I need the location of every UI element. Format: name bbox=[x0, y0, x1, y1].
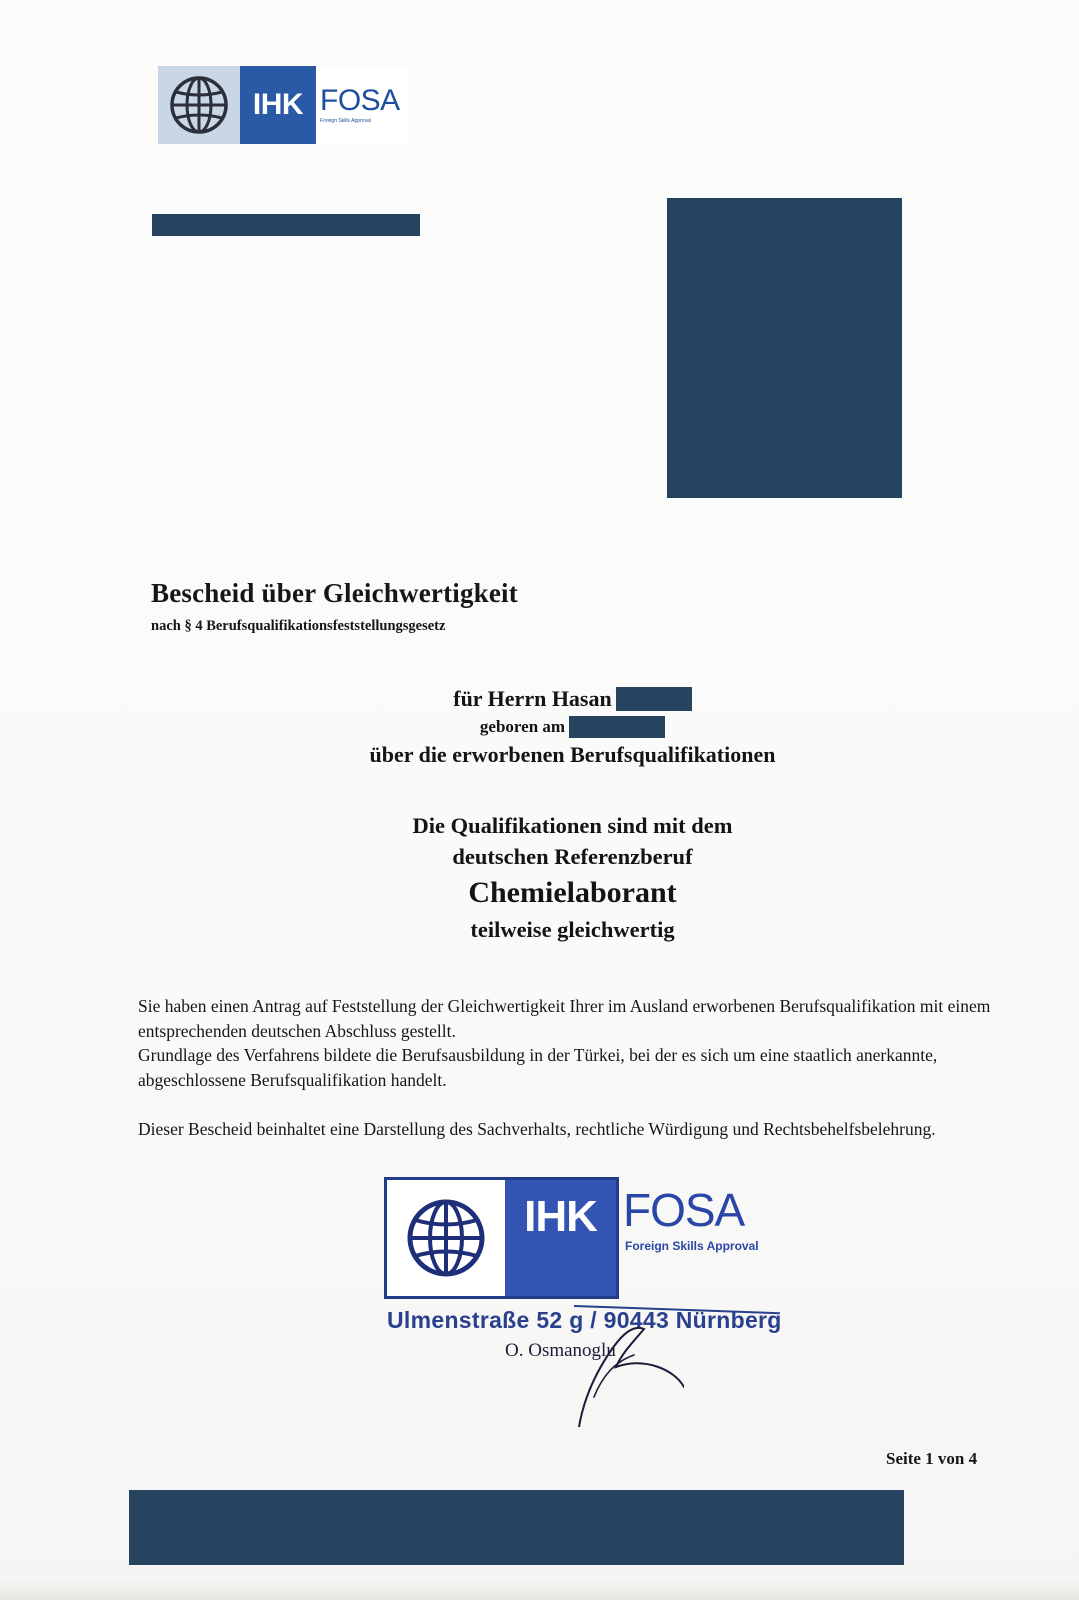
stamp-fosa-subtitle: Foreign Skills Approval bbox=[625, 1239, 759, 1253]
redacted-recipient-address bbox=[667, 198, 902, 498]
page-number: Seite 1 von 4 bbox=[886, 1449, 978, 1468]
reference-profession: Chemielaborant bbox=[468, 876, 677, 909]
redacted-sender-line bbox=[152, 214, 420, 236]
paragraph-basis: Grundlage des Verfahrens bildete die Berufsausbildung in der Türkei, bei der es sich um eine staatlich anerkannte, abgeschlossene Berufsqualifikation handelt. bbox=[138, 1045, 938, 1090]
redacted-footer bbox=[129, 1490, 904, 1565]
logo-fosa-subtitle: Foreign Skills Approval bbox=[320, 118, 371, 124]
document-subtitle: nach § 4 Berufsqualifikationsfeststellungsgesetz bbox=[151, 618, 446, 634]
document-title: Bescheid über Gleichwertigkeit bbox=[151, 578, 518, 608]
logo-fosa-block bbox=[316, 66, 408, 144]
logo-fosa-text: FOSA bbox=[320, 84, 400, 117]
stamp-ihk-text: IHK bbox=[505, 1180, 616, 1296]
result-line-1: Die Qualifikationen sind mit dem bbox=[412, 813, 733, 838]
official-stamp bbox=[384, 1177, 789, 1417]
recipient-prefix: für Herrn Hasan bbox=[453, 686, 612, 711]
stamp-signer-name: O. Osmanoglu bbox=[505, 1340, 616, 1361]
paragraph-contents: Dieser Bescheid beinhaltet eine Darstellung des Sachverhalts, rechtliche Würdigung und Rechtsbehelfsbelehrung. bbox=[138, 1119, 936, 1139]
stamp-address: Ulmenstraße 52 g / 90443 Nürnberg bbox=[387, 1307, 782, 1333]
globe-icon bbox=[158, 66, 240, 144]
ihk-fosa-logo bbox=[158, 66, 408, 144]
paragraph-application: Sie haben einen Antrag auf Feststellung der Gleichwertigkeit Ihrer im Ausland erworbenen Berufsqualifikation mit einem entsprechenden deutschen Abschluss gestellt. bbox=[138, 996, 991, 1041]
birth-line bbox=[0, 717, 1079, 739]
redacted-birthdate bbox=[569, 716, 665, 738]
handwritten-signature bbox=[484, 1277, 684, 1427]
equivalence-result: teilweise gleichwertig bbox=[470, 917, 675, 942]
birth-prefix: geboren am bbox=[479, 717, 566, 736]
logo-ihk-text: IHK bbox=[240, 66, 316, 144]
page-edge-shadow bbox=[0, 1578, 1079, 1600]
recipient-line bbox=[0, 686, 1079, 713]
qualification-line: über die erworbenen Berufsqualifikationen bbox=[369, 742, 776, 767]
redacted-surname bbox=[616, 687, 692, 711]
result-line-2: deutschen Referenzberuf bbox=[452, 844, 693, 869]
stamp-fosa-text: FOSA bbox=[623, 1184, 745, 1236]
